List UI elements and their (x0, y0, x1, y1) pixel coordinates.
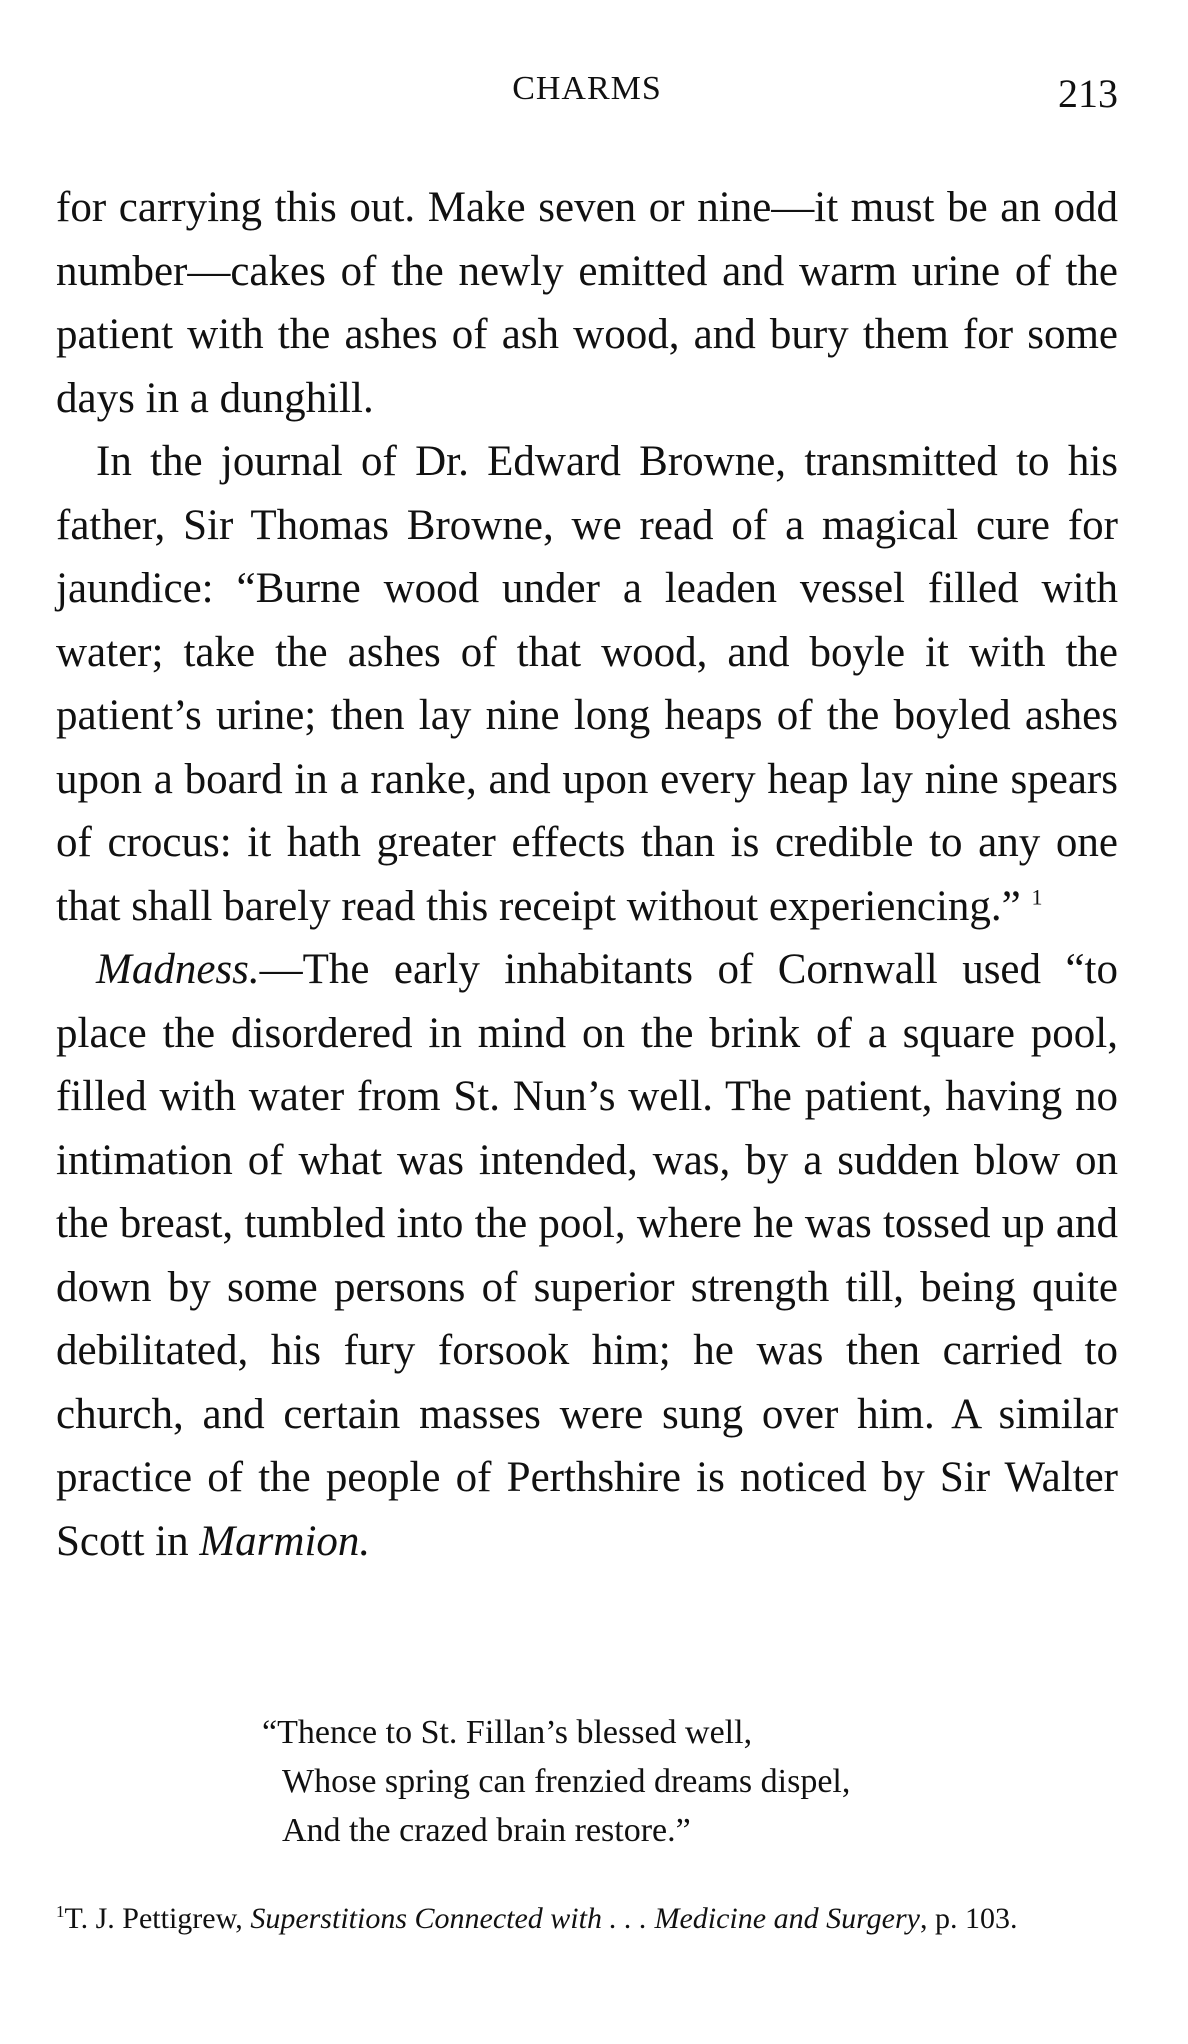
marmion-title: Marmion. (199, 1517, 371, 1565)
madness-heading: Madness. (96, 946, 260, 993)
page-header (56, 70, 1118, 130)
paragraph-jaundice-cure (56, 430, 1118, 938)
paragraph-continuation: for carrying this out. Make seven or nine—it must be an odd number—cakes of the newly emitted and warm urine of the patient with the ashes of ash wood, and bury them for some days in a dunghill. (56, 184, 1118, 422)
footnote-author: T. J. Pettigrew, (64, 1902, 251, 1935)
running-head: CHARMS (512, 70, 662, 107)
jaundice-text: In the journal of Dr. Edward Browne, transmitted to his father, Sir Thomas Browne, we read of a magical cure for jaundice: “Burne wood under a leaden vessel filled with water; take the ashes of that wood, and boyle it with the patient’s urine; then lay nine long heaps of the boyled ashes upon a board in a ranke, and upon every heap lay nine spears of crocus: it hath greater effects than is credible to any one that shall barely read this receipt without experiencing.” (56, 438, 1118, 930)
verse-line: Whose spring can frenzied dreams dispel, (282, 1763, 851, 1800)
paragraph-madness (56, 938, 1118, 1573)
verse-quotation (262, 1708, 1082, 1855)
footnote-title: Superstitions Connected with . . . Medicine and Surgery (250, 1902, 920, 1935)
footnote-mark: 1 (56, 1902, 65, 1921)
footnote-reference: 1 (1031, 884, 1043, 910)
page-number: 213 (1058, 71, 1118, 116)
verse-line: “Thence to St. Fillan’s blessed well, (262, 1714, 753, 1751)
footnote (56, 1898, 1118, 1940)
verse-line: And the crazed brain restore.” (282, 1812, 691, 1849)
madness-text: —The early inhabitants of Cornwall used “to place the disordered in mind on the brink of a square pool, filled with water from St. Nun’s well. The patient, having no intimation of what was intended, was, by a sudden blow on the breast, tumbled into the pool, where he was tossed up and down by some persons of superior strength till, being quite debilitated, his fury forsook him; he was then carried to church, and certain masses were sung over him. A similar practice of the people of Perthshire is noticed by Sir Walter Scott in (56, 946, 1118, 1565)
footnote-page: , p. 103. (919, 1902, 1018, 1935)
body-text (56, 176, 1118, 1573)
